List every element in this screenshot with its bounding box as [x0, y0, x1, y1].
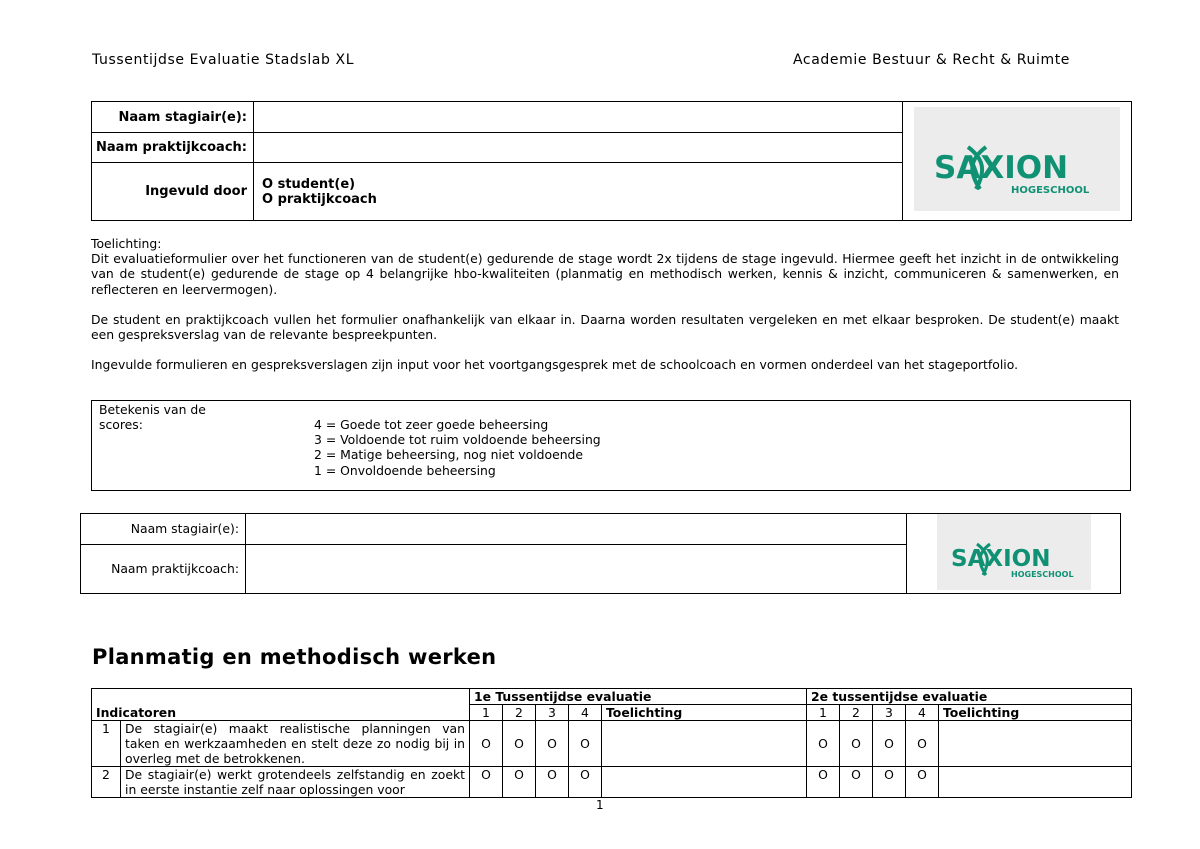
- remark-field[interactable]: [602, 767, 807, 798]
- score-option[interactable]: O: [873, 721, 906, 767]
- indicator-text: De stagiair(e) maakt realistische planningen van taken en werkzaamheden en stelt deze zo nodig bij in overleg met de betrokkenen.: [121, 721, 470, 767]
- intro-paragraph-2: De student en praktijkcoach vullen het formulier onafhankelijk van elkaar in. Daarna worden resultaten vergeleken en met elkaar besproken. De student(e) maakt een gespreksverslag van de relevante bespreekpunten.: [91, 311, 1119, 343]
- filled-by-label: Ingevuld door: [92, 163, 254, 221]
- student-name-field[interactable]: [254, 102, 903, 133]
- evaluation-table: [91, 688, 1132, 798]
- second-score-header-4: 4: [906, 705, 939, 721]
- score-legend-list: [314, 417, 601, 478]
- option-student[interactable]: O student(e): [262, 176, 356, 192]
- score-option[interactable]: O: [470, 767, 503, 798]
- saxion-logo-small: [937, 514, 1091, 590]
- document-title: Tussentijdse Evaluatie Stadslab XL: [92, 52, 355, 68]
- first-score-header-1: 1: [470, 705, 503, 721]
- second-student-field[interactable]: [246, 514, 907, 545]
- score-option[interactable]: O: [470, 721, 503, 767]
- logo-sub: HOGESCHOOL: [1011, 185, 1090, 196]
- indicators-header: Indicatoren: [92, 689, 470, 721]
- student-info-table: [91, 101, 1132, 221]
- remark-field[interactable]: [939, 721, 1132, 767]
- score-item-2: 2 = Matige beheersing, nog niet voldoende: [314, 447, 584, 463]
- score-item-4: 4 = Goede tot zeer goede beheersing: [314, 417, 549, 432]
- first-score-header-4: 4: [569, 705, 602, 721]
- coach-name-field[interactable]: [254, 133, 903, 163]
- table-row: [92, 721, 1132, 767]
- option-coach[interactable]: O praktijkcoach: [262, 191, 377, 207]
- second-info-table: [80, 513, 1121, 594]
- intro-heading: Toelichting:: [91, 236, 162, 251]
- logo-cell: [903, 102, 1132, 221]
- score-option[interactable]: O: [873, 767, 906, 798]
- page-number: 1: [596, 798, 604, 812]
- student-name-label: Naam stagiair(e):: [92, 102, 254, 133]
- second-coach-field[interactable]: [246, 544, 907, 593]
- second-student-label: Naam stagiair(e):: [81, 514, 246, 545]
- intro-paragraph-1: Dit evaluatieformulier over het functioneren van de student(e) gedurende de stage wordt 2x tijdens de stage ingevuld. Hiermee geeft het inzicht in de ontwikkeling van de student(e) gedurende de stage op 4 belangrijke hbo-kwaliteiten (planmatig en methodisch werken, kennis & inzicht, communiceren & samenwerken, en reflecteren en leervermogen).: [91, 251, 1119, 297]
- indicator-number: 2: [92, 767, 121, 798]
- logo-sub-small: HOGESCHOOL: [1010, 570, 1074, 579]
- academy-name: Academie Bestuur & Recht & Ruimte: [792, 52, 1070, 68]
- score-item-3: 3 = Voldoende tot ruim voldoende beheersing: [314, 432, 601, 448]
- filled-by-options: [254, 163, 903, 221]
- score-option[interactable]: O: [840, 767, 873, 798]
- score-option[interactable]: O: [906, 767, 939, 798]
- logo-brand-small: SAXION: [950, 546, 1050, 572]
- first-score-header-2: 2: [503, 705, 536, 721]
- indicator-text: De stagiair(e) werkt grotendeels zelfstandig en zoekt in eerste instantie zelf naar oplossingen voor: [121, 767, 470, 798]
- score-option[interactable]: O: [807, 721, 840, 767]
- score-option[interactable]: O: [840, 721, 873, 767]
- score-option[interactable]: O: [807, 767, 840, 798]
- second-eval-header: 2e tussentijdse evaluatie: [807, 689, 1132, 705]
- coach-name-label: Naam praktijkcoach:: [92, 133, 254, 163]
- score-legend-title: Betekenis van de scores:: [99, 402, 206, 433]
- first-eval-header: 1e Tussentijdse evaluatie: [470, 689, 807, 705]
- score-option[interactable]: O: [503, 721, 536, 767]
- score-option[interactable]: O: [536, 721, 569, 767]
- first-remark-header: Toelichting: [602, 705, 807, 721]
- score-option[interactable]: O: [569, 767, 602, 798]
- remark-field[interactable]: [939, 767, 1132, 798]
- intro-text: [91, 236, 1119, 372]
- score-legend: [91, 400, 1131, 491]
- second-score-header-3: 3: [873, 705, 906, 721]
- indicator-number: 1: [92, 721, 121, 767]
- remark-field[interactable]: [602, 721, 807, 767]
- table-row: [92, 767, 1132, 798]
- second-logo-cell: [907, 514, 1121, 594]
- second-remark-header: Toelichting: [939, 705, 1132, 721]
- score-option[interactable]: O: [536, 767, 569, 798]
- second-score-header-2: 2: [840, 705, 873, 721]
- second-score-header-1: 1: [807, 705, 840, 721]
- first-score-header-3: 3: [536, 705, 569, 721]
- score-option[interactable]: O: [906, 721, 939, 767]
- saxion-logo: [914, 107, 1120, 211]
- score-option[interactable]: O: [503, 767, 536, 798]
- intro-paragraph-3: Ingevulde formulieren en gespreksverslagen zijn input voor het voortgangsgesprek met de schoolcoach en vormen onderdeel van het stageportfolio.: [91, 357, 1019, 373]
- score-option[interactable]: O: [569, 721, 602, 767]
- score-item-1: 1 = Onvoldoende beheersing: [314, 462, 496, 478]
- section-title: Planmatig en methodisch werken: [92, 645, 497, 669]
- second-coach-label: Naam praktijkcoach:: [81, 544, 246, 593]
- logo-brand: SAXION: [934, 150, 1069, 186]
